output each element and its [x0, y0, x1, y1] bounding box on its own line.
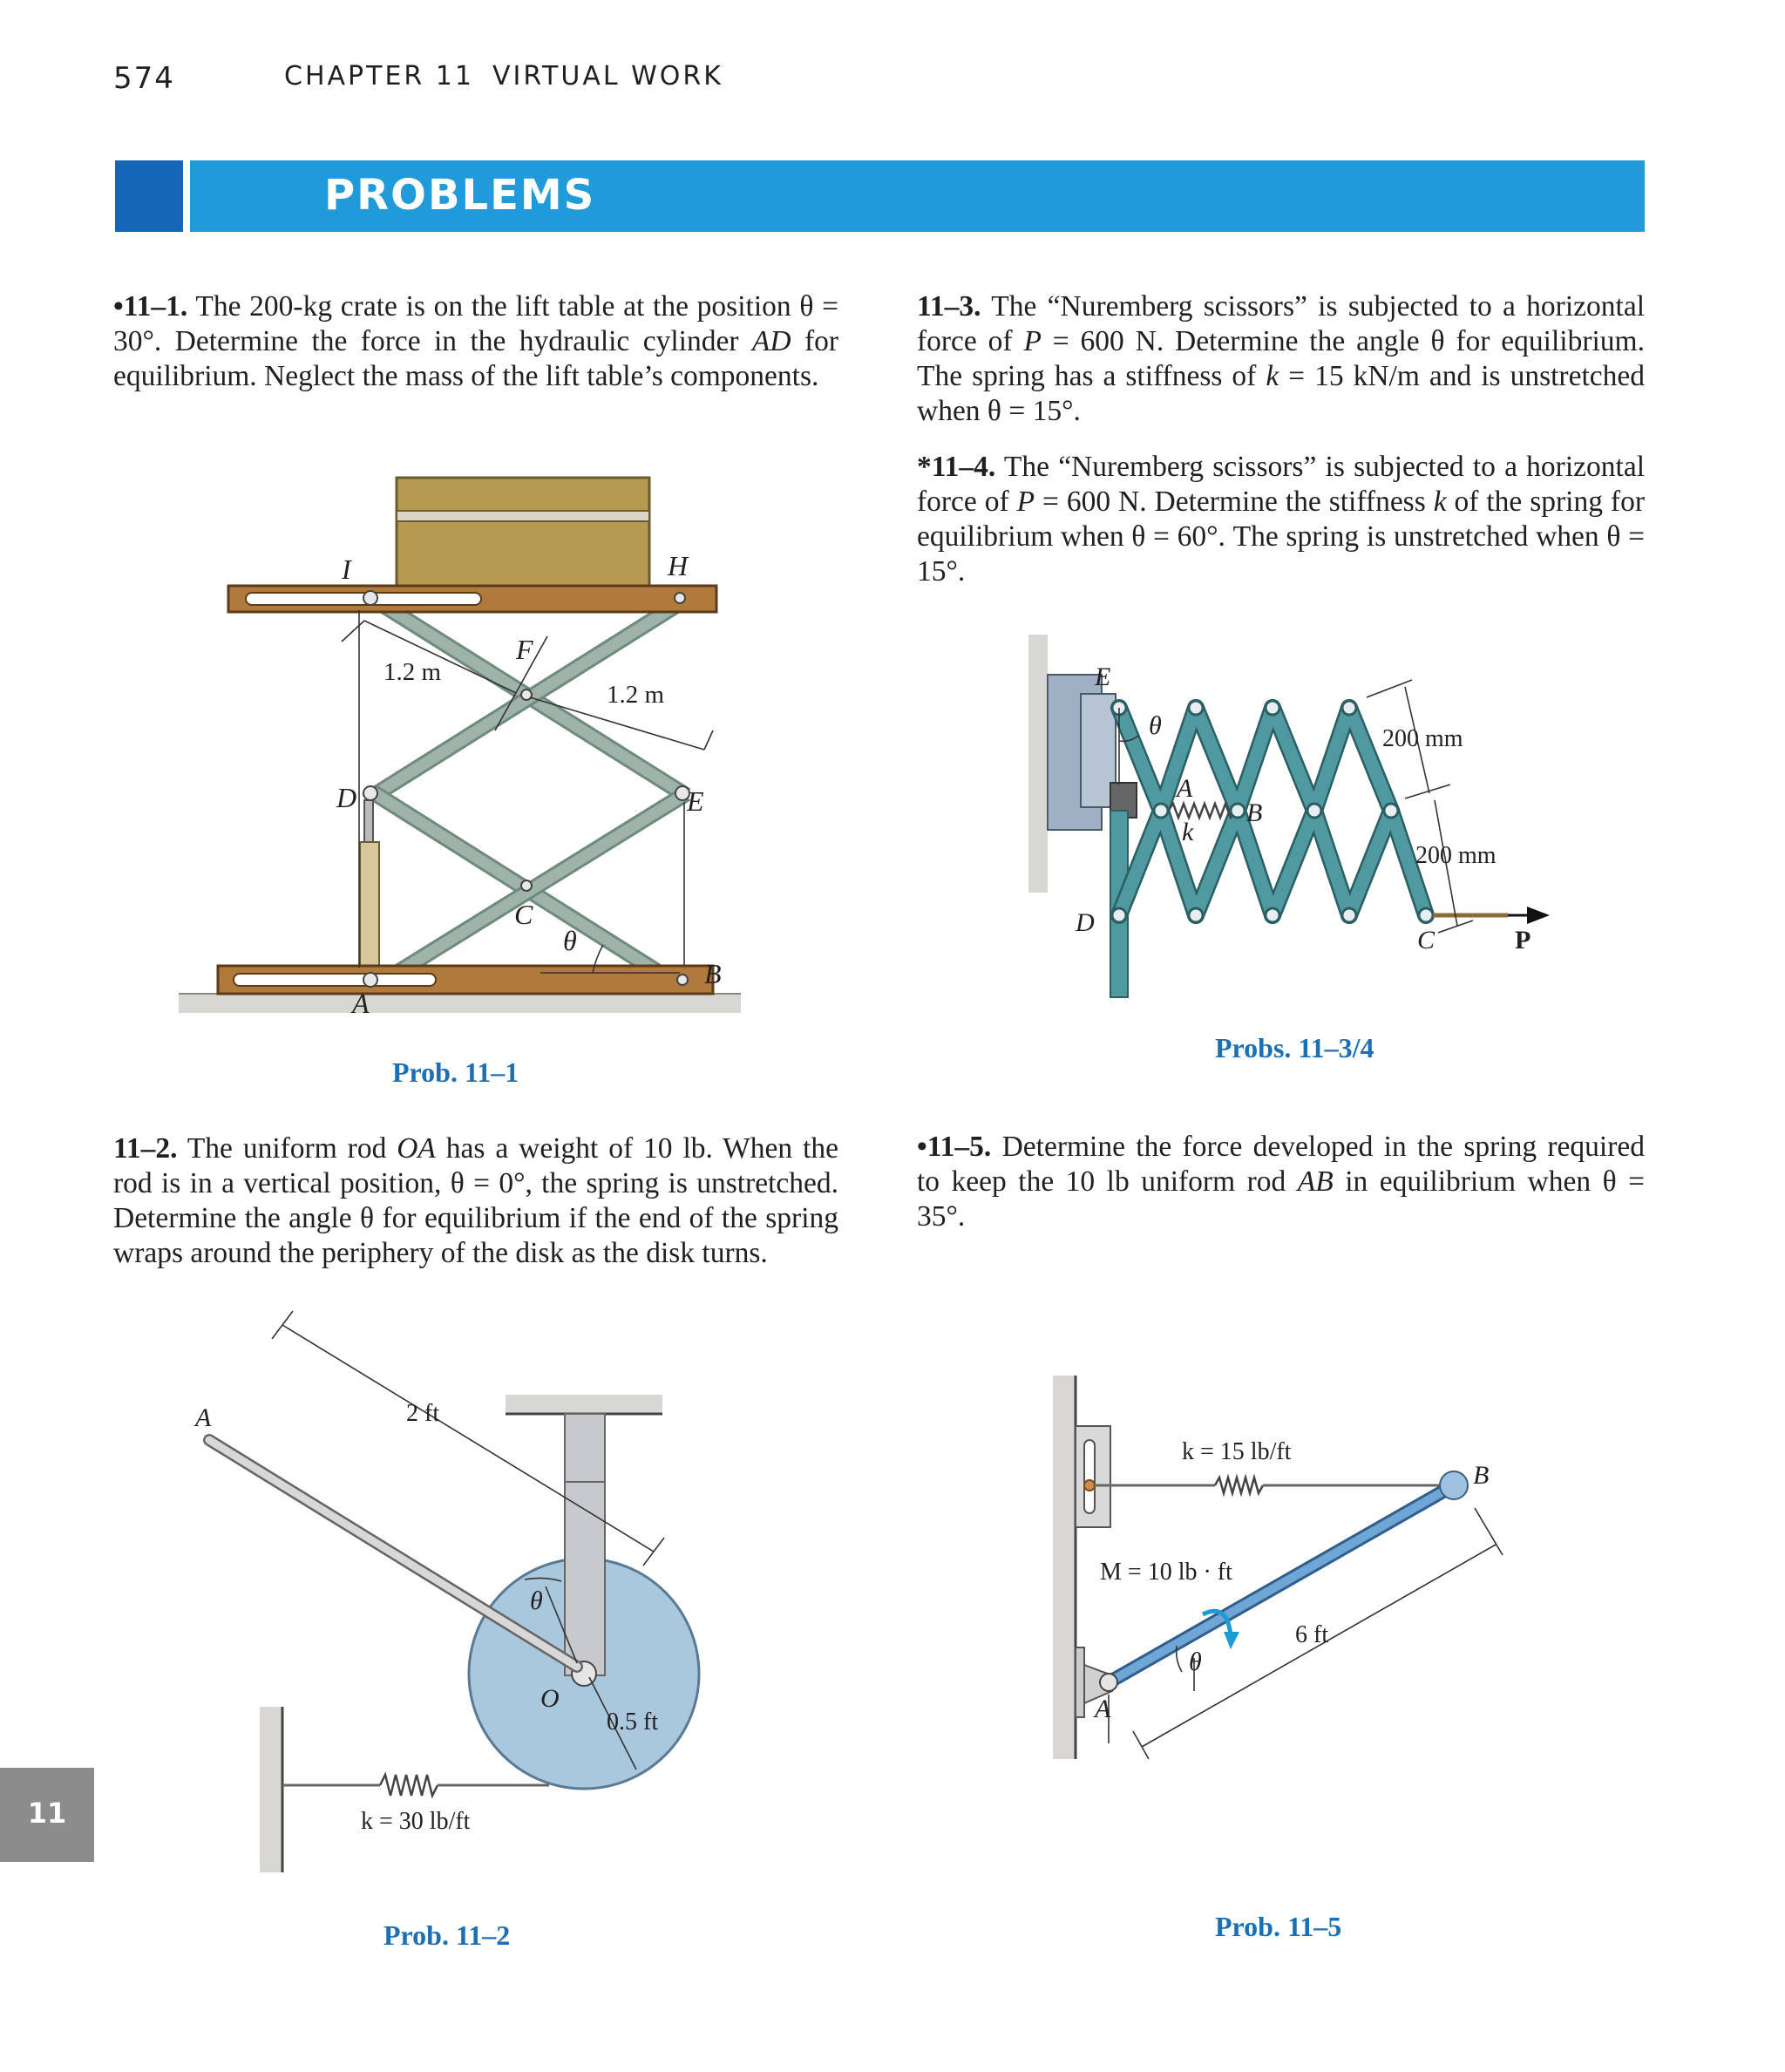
problem-text: The uniform rod — [177, 1132, 397, 1165]
dimension-200mm-top: 200 mm — [1382, 725, 1463, 752]
figure-caption: Prob. 11–1 — [392, 1056, 519, 1088]
problem-number: 11–3. — [917, 290, 981, 323]
label-H: H — [668, 550, 689, 581]
support-plate — [1076, 1647, 1084, 1717]
label-P: P — [1515, 926, 1531, 954]
label-C: C — [1417, 926, 1435, 954]
problem-text: = 15 kN/m and is unstretched when θ = 15°. — [917, 360, 1645, 427]
problem-text: of the spring for equilibrium when θ = 60°. The spring is unstretched when θ = 15°. — [917, 486, 1645, 588]
problem-text-italic: AB — [1297, 1165, 1334, 1198]
slot — [1084, 1440, 1095, 1513]
dimension-6ft: 6 ft — [1295, 1621, 1329, 1648]
moment-arrow-head — [1224, 1632, 1239, 1649]
pin-A — [1100, 1674, 1117, 1691]
label-A: A — [1177, 774, 1193, 803]
wall — [1053, 1376, 1076, 1759]
pin-B — [1440, 1471, 1468, 1499]
spring — [1215, 1478, 1263, 1493]
chapter-title: VIRTUAL WORK — [492, 61, 723, 92]
problem-text-italic: P — [1016, 486, 1035, 518]
problem-number: •11–5. — [917, 1131, 992, 1163]
figure-caption: Probs. 11–3/4 — [1215, 1032, 1374, 1063]
label-O: O — [540, 1684, 560, 1713]
label-theta: θ — [1189, 1647, 1202, 1676]
problem-text: in equilibrium when θ = 35°. — [917, 1165, 1645, 1233]
dimension-line — [1133, 1731, 1149, 1759]
problem-text-italic: k — [1266, 360, 1279, 392]
label-C: C — [514, 899, 533, 930]
problem-text-italic: AD — [751, 325, 791, 357]
problem-text-italic: OA — [397, 1132, 436, 1165]
problem-text: The “Nuremberg scissors” is subjected to a horizontal force of — [917, 451, 1645, 518]
label-A: A — [1095, 1695, 1111, 1723]
page-number: 574 — [113, 61, 175, 96]
problem-text: Determine the force developed in the spring required to keep the 10 lb uniform rod — [917, 1131, 1645, 1198]
label-I: I — [342, 554, 351, 585]
problem-text: = 600 N. Determine the stiffness — [1035, 486, 1434, 518]
figure-caption: Prob. 11–5 — [1215, 1911, 1342, 1942]
moment-label: M = 10 lb · ft — [1100, 1559, 1232, 1586]
label-theta: θ — [530, 1586, 543, 1615]
label-B: B — [1246, 798, 1263, 827]
label-D: D — [336, 782, 357, 813]
problem-text: = 600 N. Determine the angle θ for equilibrium. The spring has a stiffness of — [917, 325, 1645, 392]
section-title: PROBLEMS — [324, 171, 596, 220]
figure-caption: Prob. 11–2 — [383, 1919, 511, 1951]
label-A: A — [352, 988, 370, 1019]
problem-text: The “Nuremberg scissors” is subjected to a horizontal force of — [917, 290, 1645, 357]
dimension-right: 1.2 m — [607, 681, 665, 709]
chapter-thumb-tab — [0, 1768, 94, 1862]
problem-number: 11–2. — [113, 1132, 178, 1165]
label-B: B — [704, 958, 722, 989]
problem-text-italic: k — [1433, 486, 1447, 518]
label-theta: θ — [1149, 711, 1162, 740]
label-F: F — [516, 634, 533, 665]
spring-constant-label: k = 15 lb/ft — [1182, 1438, 1292, 1465]
label-k: k — [1182, 818, 1194, 846]
label-A: A — [195, 1403, 212, 1432]
dimension-200mm-bottom: 200 mm — [1415, 842, 1497, 869]
label-E: E — [1095, 662, 1111, 691]
label-E: E — [687, 785, 704, 817]
dimension-0-5ft: 0.5 ft — [607, 1709, 659, 1736]
problem-text: The 200-kg crate is on the lift table at the position θ = 30°. Determine the force in the hydraulic cylinder — [113, 290, 838, 357]
chapter-label: CHAPTER 11 — [284, 61, 474, 92]
slider-pin — [1084, 1480, 1095, 1491]
problem-text-italic: P — [1023, 325, 1042, 357]
problem-number: *11–4. — [917, 451, 996, 483]
label-B: B — [1473, 1461, 1490, 1490]
label-D: D — [1076, 908, 1095, 937]
dimension-2ft: 2 ft — [406, 1400, 440, 1427]
spring-constant-label: k = 30 lb/ft — [361, 1808, 471, 1835]
problem-text: for equilibrium. Neglect the mass of the lift table’s components. — [113, 325, 838, 392]
label-theta: θ — [563, 925, 577, 956]
chapter-tab-label: 11 — [27, 1797, 67, 1830]
dimension-left: 1.2 m — [383, 658, 442, 686]
problem-text: has a weight of 10 lb. When the rod is in a vertical position, θ = 0°, the spring is unstretched. Determine the angle θ for equilibrium if the end of the spring wraps around the periphery of the disk as the disk turns. — [113, 1132, 838, 1269]
problem-number: •11–1. — [113, 290, 188, 323]
